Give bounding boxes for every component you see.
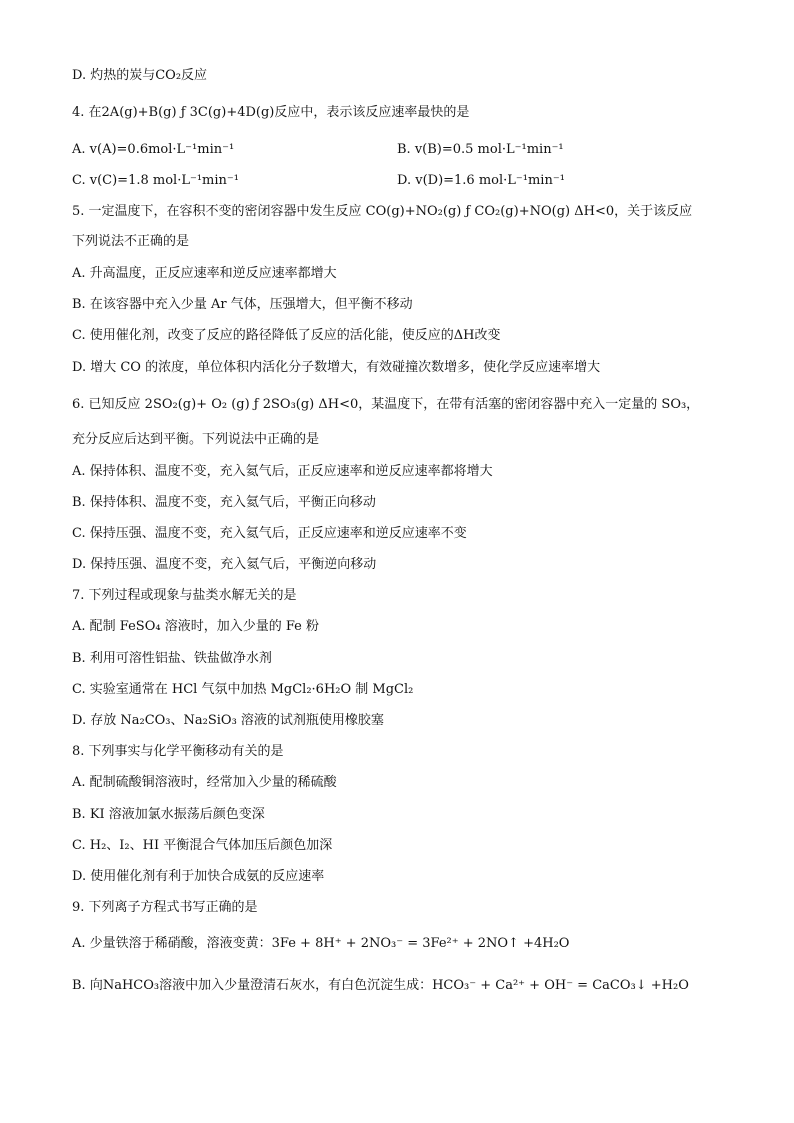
question-7: 7. 下列过程或现象与盐类水解无关的是 — [72, 588, 297, 603]
q8-option-b: B. KI 溶液加氯水振荡后颜色变深 — [72, 807, 265, 822]
q6-option-d: D. 保持压强、温度不变，充入氦气后，平衡逆向移动 — [72, 557, 377, 572]
q5-option-c: C. 使用催化剂，改变了反应的路径降低了反应的活化能，使反应的ΔH改变 — [72, 328, 501, 343]
question-6: 6. 已知反应 2SO₂(g)+ O₂ (g) ƒ 2SO₃(g) ΔH<0，某温度下，在带有活塞的密闭容器中充入一定量的 SO₃， — [72, 397, 700, 412]
question-5: 5. 一定温度下，在容积不变的密闭容器中发生反应 CO(g)+NO₂(g) ƒ CO₂(g)+NO(g) ΔH<0，关于该反应 — [72, 204, 693, 219]
q9-option-b: B. 向NaHCO₃溶液中加入少量澄清石灰水，有白色沉淀生成：HCO₃⁻ + Ca²⁺ + OH⁻ = CaCO₃↓ +H₂O — [72, 978, 689, 993]
q6-option-a: A. 保持体积、温度不变，充入氦气后，正反应速率和逆反应速率都将增大 — [72, 464, 493, 479]
q4-option-b: B. v(B)=0.5 mol·L⁻¹min⁻¹ — [397, 142, 564, 157]
q7-option-c: C. 实验室通常在 HCl 气氛中加热 MgCl₂·6H₂O 制 MgCl₂ — [72, 682, 414, 697]
q7-option-d: D. 存放 Na₂CO₃、Na₂SiO₃ 溶液的试剂瓶使用橡胶塞 — [72, 713, 384, 728]
q5-option-b: B. 在该容器中充入少量 Ar 气体，压强增大，但平衡不移动 — [72, 297, 413, 312]
option-d-q3: D. 灼热的炭与CO₂反应 — [72, 68, 208, 83]
question-9: 9. 下列离子方程式书写正确的是 — [72, 900, 258, 915]
q8-option-c: C. H₂、I₂、HI 平衡混合气体加压后颜色加深 — [72, 838, 333, 853]
question-8: 8. 下列事实与化学平衡移动有关的是 — [72, 744, 284, 759]
q8-option-a: A. 配制硫酸铜溶液时，经常加入少量的稀硫酸 — [72, 775, 337, 790]
q7-option-a: A. 配制 FeSO₄ 溶液时，加入少量的 Fe 粉 — [72, 619, 319, 634]
q8-option-d: D. 使用催化剂有利于加快合成氨的反应速率 — [72, 869, 325, 884]
q9-option-a: A. 少量铁溶于稀硝酸，溶液变黄：3Fe + 8H⁺ + 2NO₃⁻ = 3Fe²⁺ + 2NO↑ +4H₂O — [72, 936, 570, 951]
question-5-cont: 下列说法不正确的是 — [72, 234, 190, 249]
q4-option-d: D. v(D)=1.6 mol·L⁻¹min⁻¹ — [397, 173, 565, 188]
q4-option-c: C. v(C)=1.8 mol·L⁻¹min⁻¹ — [72, 173, 239, 188]
question-4: 4. 在2A(g)+B(g) ƒ 3C(g)+4D(g)反应中，表示该反应速率最快的是 — [72, 105, 470, 120]
q5-option-d: D. 增大 CO 的浓度，单位体积内活化分子数增大，有效碰撞次数增多，使化学反应速率增大 — [72, 360, 601, 375]
q6-option-b: B. 保持体积、温度不变，充入氦气后，平衡正向移动 — [72, 495, 376, 510]
q6-option-c: C. 保持压强、温度不变，充入氦气后，正反应速率和逆反应速率不变 — [72, 526, 467, 541]
q4-option-a: A. v(A)=0.6mol·L⁻¹min⁻¹ — [72, 142, 235, 157]
question-6-cont: 充分反应后达到平衡。下列说法中正确的是 — [72, 432, 320, 447]
q5-option-a: A. 升高温度，正反应速率和逆反应速率都增大 — [72, 266, 337, 281]
q7-option-b: B. 利用可溶性铝盐、铁盐做净水剂 — [72, 651, 272, 666]
